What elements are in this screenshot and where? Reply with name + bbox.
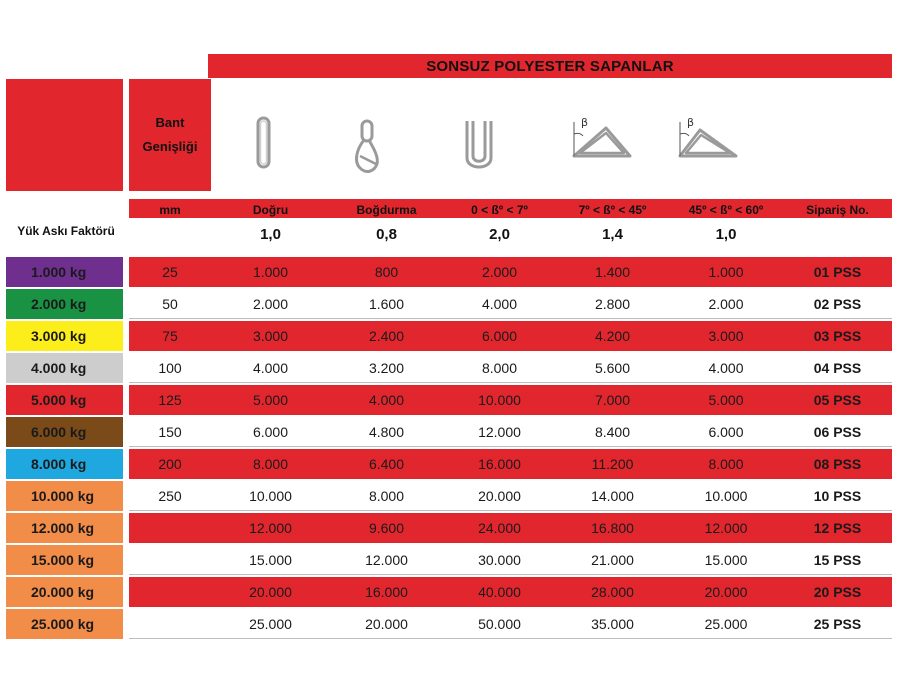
cell-dogru: 5.000	[252, 392, 289, 408]
cell-siparis: 02 PSS	[813, 296, 862, 312]
cell-angle-45-60: 6.000	[708, 424, 744, 440]
table-row	[129, 577, 892, 607]
capacity-cell: 5.000 kg	[6, 385, 123, 415]
cell-siparis: 15 PSS	[813, 552, 862, 568]
factor-row	[129, 220, 892, 250]
cell-angle-45-60: 25.000	[704, 616, 748, 632]
bant-label-line2: Genişliği	[142, 139, 198, 154]
cell-angle-45-60: 10.000	[704, 488, 748, 504]
cell-siparis: 10 PSS	[813, 488, 862, 504]
factor-angle-7-45: 1,4	[602, 226, 623, 243]
cell-angle-45-60: 2.000	[708, 296, 744, 312]
cell-angle-45-60: 1.000	[708, 264, 744, 280]
factor-dogru: 1,0	[260, 226, 281, 243]
cell-siparis: 03 PSS	[813, 328, 862, 344]
factor-bogdurma: 0,8	[376, 226, 397, 243]
cell-angle-7-45: 7.000	[594, 392, 631, 408]
cell-siparis: 04 PSS	[813, 360, 862, 376]
cell-angle-45-60: 4.000	[708, 360, 744, 376]
sling-choke-icon	[350, 118, 386, 176]
cell-angle-45-60: 20.000	[704, 584, 748, 600]
cell-angle-7-45: 28.000	[591, 584, 634, 600]
cell-bogdurma: 12.000	[365, 552, 408, 568]
cell-angle-0-7: 4.000	[481, 296, 518, 312]
cell-angle-7-45: 2.800	[594, 296, 631, 312]
table-row	[129, 481, 892, 511]
cell-dogru: 8.000	[252, 456, 289, 472]
cell-bogdurma: 800	[374, 264, 399, 280]
cell-angle-7-45: 35.000	[591, 616, 634, 632]
cell-dogru: 1.000	[252, 264, 289, 280]
cell-angle-7-45: 4.200	[594, 328, 631, 344]
bant-label-line1: Bant	[155, 115, 185, 130]
cell-dogru: 10.000	[249, 488, 292, 504]
cell-bogdurma: 16.000	[365, 584, 408, 600]
cell-mm: 200	[158, 456, 182, 472]
capacity-cell: 6.000 kg	[6, 417, 123, 447]
sling-angle-7-45-icon	[566, 112, 636, 168]
angle-beta-label-2: β	[687, 116, 695, 129]
cell-angle-45-60: 12.000	[704, 520, 748, 536]
cell-dogru: 6.000	[252, 424, 289, 440]
sling-straight-icon	[252, 115, 276, 171]
cell-mm: 100	[158, 360, 182, 376]
cell-bogdurma: 9.600	[368, 520, 405, 536]
header-corner-block	[6, 79, 123, 191]
column-header-row	[129, 199, 892, 218]
table-row	[129, 353, 892, 383]
cell-bogdurma: 2.400	[368, 328, 405, 344]
capacity-cell: 20.000 kg	[6, 577, 123, 607]
capacity-cell: 12.000 kg	[6, 513, 123, 543]
table-row	[129, 417, 892, 447]
table-row	[129, 385, 892, 415]
cell-dogru: 3.000	[252, 328, 289, 344]
cell-angle-0-7: 8.000	[481, 360, 518, 376]
cell-angle-0-7: 30.000	[478, 552, 521, 568]
cell-mm	[129, 609, 211, 638]
cell-angle-7-45: 14.000	[591, 488, 634, 504]
factor-angle-0-7: 2,0	[489, 226, 510, 243]
cell-bogdurma: 4.800	[368, 424, 405, 440]
col-angle-7-45: 7º < ßº < 45º	[578, 203, 647, 217]
sling-basket-icon	[462, 118, 496, 174]
cell-mm	[129, 513, 211, 543]
capacity-cell: 25.000 kg	[6, 609, 123, 639]
capacity-cell: 10.000 kg	[6, 481, 123, 511]
cell-angle-0-7: 40.000	[478, 584, 521, 600]
cell-bogdurma: 20.000	[365, 616, 408, 632]
cell-bogdurma: 4.000	[368, 392, 405, 408]
cell-mm: 150	[158, 424, 182, 440]
cell-siparis: 05 PSS	[813, 392, 862, 408]
cell-angle-0-7: 50.000	[478, 616, 521, 632]
table-row	[129, 449, 892, 479]
cell-dogru: 15.000	[249, 552, 292, 568]
cell-angle-0-7: 20.000	[478, 488, 521, 504]
cell-angle-7-45: 8.400	[594, 424, 631, 440]
cell-angle-7-45: 11.200	[591, 456, 634, 472]
cell-siparis: 20 PSS	[813, 584, 862, 600]
sling-angle-45-60-icon	[672, 114, 742, 168]
col-dogru: Doğru	[252, 203, 289, 217]
table-row	[129, 321, 892, 351]
capacity-cell: 4.000 kg	[6, 353, 123, 383]
cell-dogru: 25.000	[249, 616, 292, 632]
cell-mm	[129, 577, 211, 607]
capacity-cell: 2.000 kg	[6, 289, 123, 319]
cell-angle-0-7: 10.000	[478, 392, 521, 408]
table-row	[129, 609, 892, 639]
cell-angle-45-60: 5.000	[708, 392, 744, 408]
cell-bogdurma: 8.000	[368, 488, 405, 504]
cell-angle-0-7: 16.000	[478, 456, 521, 472]
factor-mm	[129, 220, 211, 250]
cell-dogru: 12.000	[249, 520, 292, 536]
cell-bogdurma: 3.200	[368, 360, 405, 376]
cell-mm: 50	[162, 296, 178, 312]
table-row	[129, 289, 892, 319]
col-angle-0-7: 0 < ßº < 7º	[471, 203, 528, 217]
factor-label: Yük Askı Faktörü	[17, 224, 115, 238]
cell-angle-0-7: 12.000	[478, 424, 521, 440]
cell-angle-0-7: 24.000	[478, 520, 521, 536]
cell-mm: 25	[162, 264, 178, 280]
cell-siparis: 12 PSS	[813, 520, 862, 536]
table-title: SONSUZ POLYESTER SAPANLAR	[208, 54, 892, 78]
cell-angle-0-7: 6.000	[481, 328, 518, 344]
table-row	[129, 513, 892, 543]
col-siparis: Sipariş No.	[806, 203, 869, 217]
cell-siparis: 06 PSS	[813, 424, 862, 440]
factor-siparis	[783, 220, 892, 250]
cell-mm: 125	[158, 392, 182, 408]
cell-angle-45-60: 3.000	[708, 328, 744, 344]
cell-siparis: 25 PSS	[813, 616, 862, 632]
cell-angle-45-60: 15.000	[704, 552, 748, 568]
cell-angle-7-45: 1.400	[594, 264, 631, 280]
cell-angle-45-60: 8.000	[708, 456, 744, 472]
angle-beta-label-1: β	[581, 116, 589, 129]
cell-dogru: 20.000	[249, 584, 292, 600]
table-row	[129, 257, 892, 287]
capacity-cell: 8.000 kg	[6, 449, 123, 479]
cell-dogru: 4.000	[252, 360, 289, 376]
cell-angle-7-45: 5.600	[594, 360, 631, 376]
col-angle-45-60: 45º < ßº < 60º	[688, 203, 764, 217]
cell-mm: 250	[158, 488, 182, 504]
col-bogdurma: Boğdurma	[356, 203, 417, 217]
cell-dogru: 2.000	[252, 296, 289, 312]
cell-mm	[129, 545, 211, 574]
cell-mm: 75	[162, 328, 178, 344]
capacity-cell: 1.000 kg	[6, 257, 123, 287]
cell-angle-0-7: 2.000	[481, 264, 518, 280]
factor-angle-45-60: 1,0	[715, 226, 737, 243]
col-mm: mm	[159, 203, 181, 217]
table-row	[129, 545, 892, 575]
cell-bogdurma: 1.600	[368, 296, 405, 312]
cell-siparis: 08 PSS	[813, 456, 862, 472]
bant-genisligi-header	[129, 79, 211, 191]
capacity-cell: 15.000 kg	[6, 545, 123, 575]
capacity-cell: 3.000 kg	[6, 321, 123, 351]
cell-bogdurma: 6.400	[368, 456, 405, 472]
cell-angle-7-45: 16.800	[591, 520, 634, 536]
cell-angle-7-45: 21.000	[591, 552, 634, 568]
cell-siparis: 01 PSS	[813, 264, 862, 280]
